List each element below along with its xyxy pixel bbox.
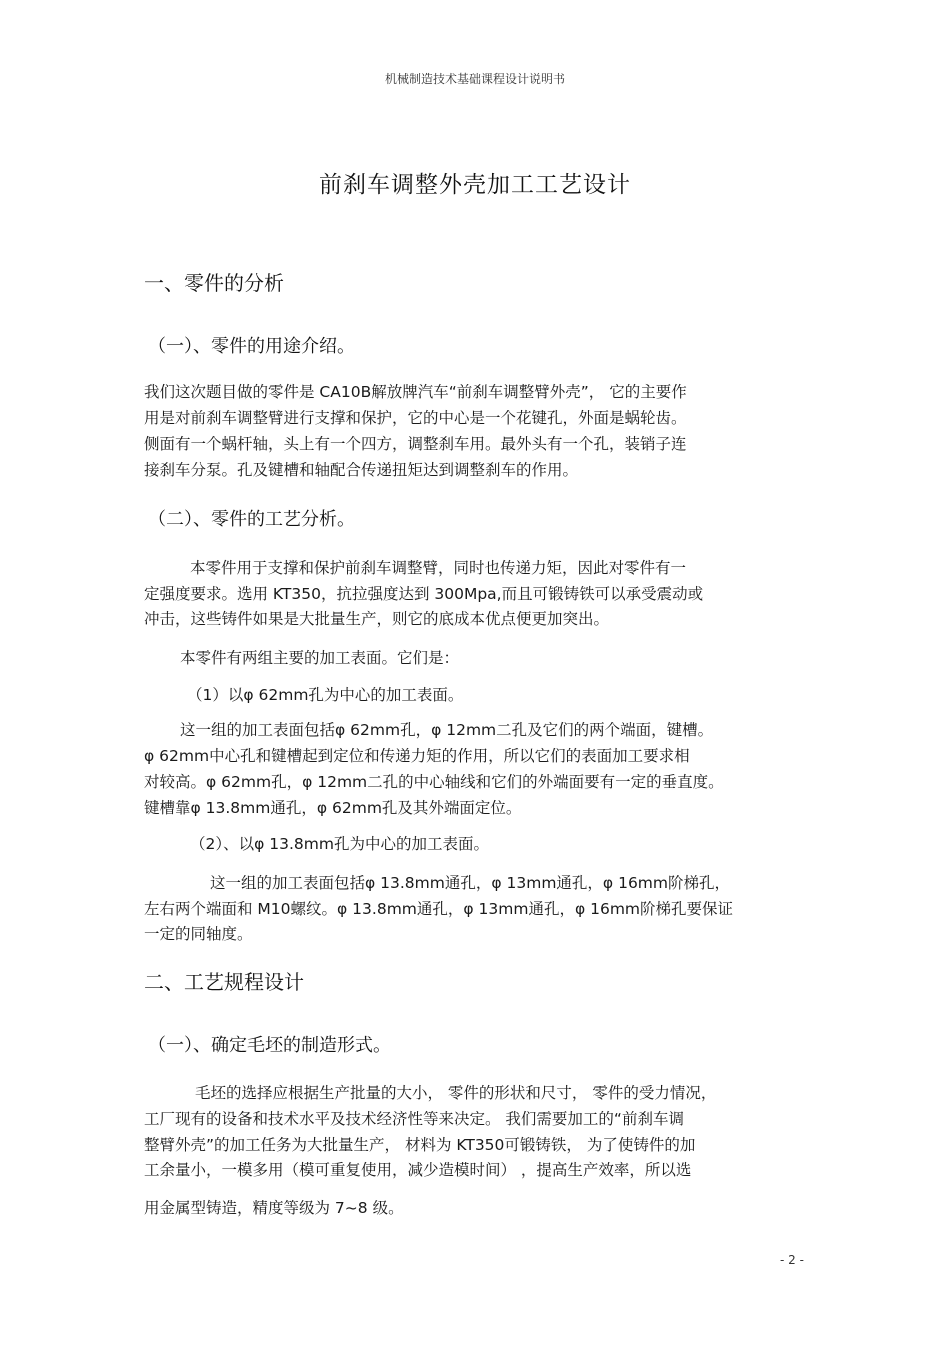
paragraph-line: φ 62mm中心孔和键槽起到定位和传递力矩的作用，所以它们的表面加工要求相: [144, 747, 690, 765]
section-1-2-heading: （二）、零件的工艺分析。: [148, 509, 355, 530]
section-1-1-heading: （一）、零件的用途介绍。: [148, 336, 355, 357]
page-number: - 2 -: [780, 1253, 804, 1267]
running-header: 机械制造技术基础课程设计说明书: [384, 72, 565, 86]
paragraph-line: 本零件用于支撑和保护前刹车调整臂，同时也传递力矩，因此对零件有一: [190, 559, 687, 577]
paragraph-line: （1）以φ 62mm孔为中心的加工表面。: [187, 686, 464, 704]
paragraph-line: 定强度要求。选用 KT350，抗拉强度达到 300Mpa,而且可锻铸铁可以承受震动或: [144, 585, 704, 603]
paragraph-line: 接刹车分泵。孔及键槽和轴配合传递扭矩达到调整刹车的作用。: [144, 461, 579, 479]
section-2-1-heading: （一）、确定毛坯的制造形式。: [148, 1035, 391, 1056]
paragraph-line: 左右两个端面和 M10螺纹。φ 13.8mm通孔，φ 13mm通孔，φ 16mm阶梯孔要保证: [144, 900, 734, 918]
paragraph-line: 用是对前刹车调整臂进行支撑和保护，它的中心是一个花键孔，外面是蜗轮齿。: [144, 409, 687, 427]
section-1-heading: 一、零件的分析: [144, 271, 284, 295]
paragraph-line: 毛坯的选择应根据生产批量的大小， 零件的形状和尺寸， 零件的受力情况，: [195, 1084, 717, 1102]
paragraph-line: （2）、以φ 13.8mm孔为中心的加工表面。: [190, 835, 489, 853]
paragraph-line: 侧面有一个蜗杆轴，头上有一个四方，调整刹车用。最外头有一个孔，装销子连: [144, 435, 687, 453]
paragraph-line: 用金属型铸造，精度等级为 7~8 级。: [144, 1199, 404, 1217]
paragraph-line: 本零件有两组主要的加工表面。它们是：: [180, 649, 460, 667]
paragraph-line: 冲击，这些铸件如果是大批量生产，则它的底成本优点便更加突出。: [144, 610, 610, 628]
paragraph-line: 对较高。φ 62mm孔，φ 12mm二孔的中心轴线和它们的外端面要有一定的垂直度。: [144, 773, 724, 791]
paragraph-line: 整臂外壳”的加工任务为大批量生产， 材料为 KT350可锻铸铁， 为了使铸件的加: [144, 1136, 696, 1154]
paragraph-line: 一定的同轴度。: [144, 925, 253, 943]
paragraph-line: 我们这次题目做的零件是 CA10B解放牌汽车“前刹车调整臂外壳”， 它的主要作: [144, 383, 687, 401]
document-title: 前刹车调整外壳加工工艺设计: [319, 172, 631, 198]
paragraph-line: 这一组的加工表面包括φ 62mm孔，φ 12mm二孔及它们的两个端面，键槽。: [180, 721, 714, 739]
paragraph-line: 工余量小，一模多用（模可重复使用，减少造模时间） ，提高生产效率，所以选: [144, 1161, 692, 1179]
paragraph-line: 这一组的加工表面包括φ 13.8mm通孔，φ 13mm通孔，φ 16mm阶梯孔，: [210, 874, 731, 892]
paragraph-line: 工厂现有的设备和技术水平及技术经济性等来决定。 我们需要加工的“前刹车调: [144, 1110, 684, 1128]
section-2-heading: 二、工艺规程设计: [144, 970, 304, 994]
paragraph-line: 键槽靠φ 13.8mm通孔，φ 62mm孔及其外端面定位。: [144, 799, 522, 817]
